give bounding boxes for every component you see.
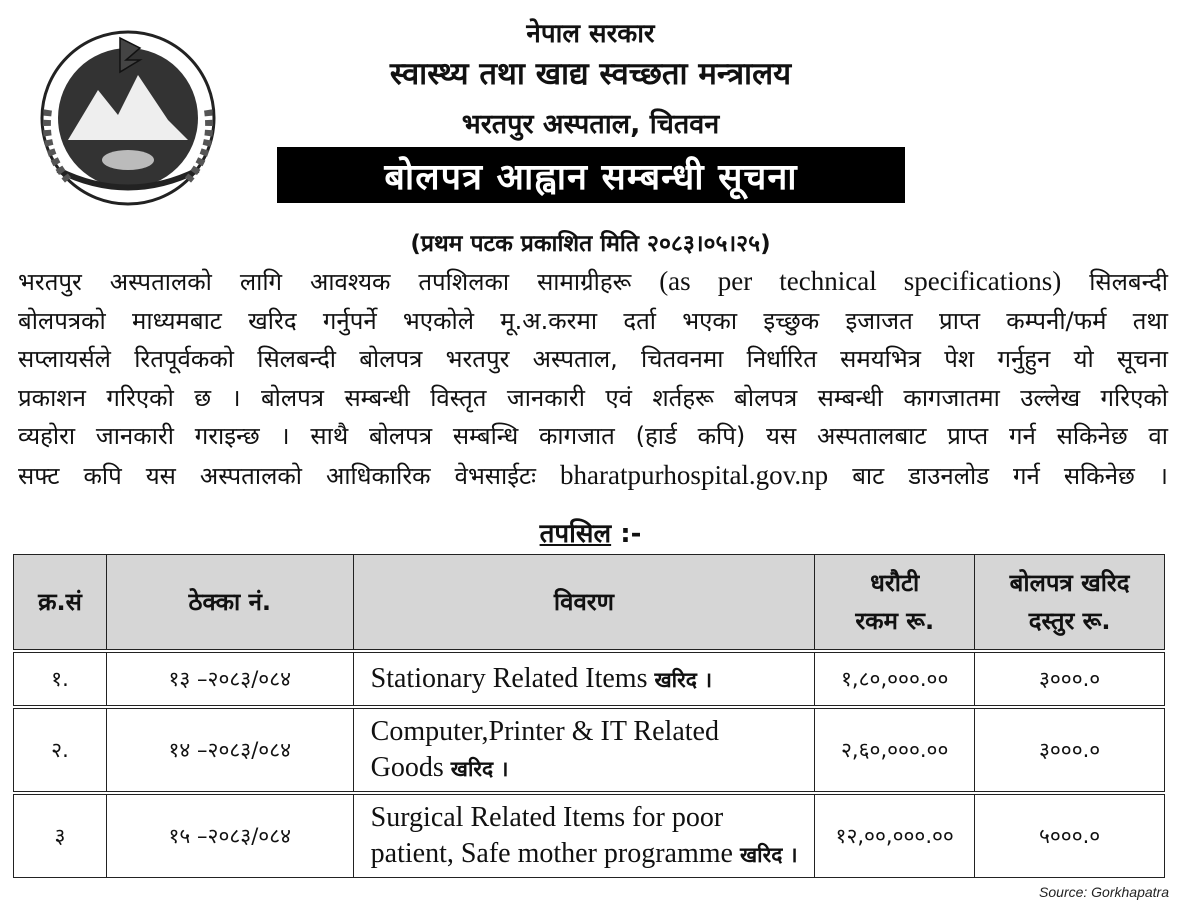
notice-banner: बोलपत्र आह्वान सम्बन्धी सूचना bbox=[277, 147, 905, 203]
body-line: भरतपुर अस्पतालको लागि आवश्यक तपशिलका सामाग्रीहरू (as per technical specifications) सिलबन्दी bbox=[18, 266, 1168, 296]
cell-contract: १३ –२०८३/०८४ bbox=[106, 653, 353, 706]
hospital-title: भरतपुर अस्पताल, चितवन bbox=[461, 109, 720, 140]
schedule-title: तपसिल :- bbox=[539, 519, 642, 549]
body-line: बोलपत्रको माध्यमबाट खरिद गर्नुपर्ने भएकोले मू.अ.करमा दर्ता भएका इच्छुक इजाजत प्राप्त कम्पनी/फर्म तथा bbox=[18, 306, 1168, 335]
body-line: प्रकाशन गरिएको छ । बोलपत्र सम्बन्धी विस्तृत जानकारी एवं शर्तहरू बोलपत्र सम्बन्धी कागजातमा उल्लेख गरिएको bbox=[18, 383, 1168, 412]
cell-sn: ३ bbox=[14, 795, 107, 878]
cell-fee: ३०००.० bbox=[975, 709, 1165, 792]
cell-deposit: १२,००,०००.०० bbox=[815, 795, 975, 878]
government-title: नेपाल सरकार bbox=[526, 19, 655, 49]
body-line: सफ्ट कपि यस अस्पतालको आधिकारिक वेभसाईटः bharatpurhospital.gov.np बाट डाउनलोड गर्न सकिनेछ । bbox=[18, 459, 1168, 490]
header-fee: बोलपत्र खरिद दस्तुर रू. bbox=[975, 555, 1165, 650]
cell-sn: १. bbox=[14, 653, 107, 706]
cell-fee: ३०००.० bbox=[975, 653, 1165, 706]
cell-contract: १५ –२०८३/०८४ bbox=[106, 795, 353, 878]
table-header-row bbox=[14, 555, 1165, 650]
cell-contract: १४ –२०८३/०८४ bbox=[106, 709, 353, 792]
schedule-table bbox=[13, 554, 1165, 878]
body-line: व्यहोरा जानकारी गराइन्छ । साथै बोलपत्र सम्बन्धि कागजात (हार्ड कपि) यस अस्पतालबाट प्राप्त गर्न सकिनेछ वा bbox=[18, 422, 1168, 451]
header-deposit: धरौटी रकम रू. bbox=[815, 555, 975, 650]
cell-fee: ५०००.० bbox=[975, 795, 1165, 878]
cell-deposit: २,६०,०००.०० bbox=[815, 709, 975, 792]
table-row bbox=[14, 709, 1165, 792]
header-description: विवरण bbox=[353, 555, 815, 650]
header-sn: क्र.सं bbox=[14, 555, 107, 650]
table-row bbox=[14, 795, 1165, 878]
cell-sn: २. bbox=[14, 709, 107, 792]
cell-deposit: १,८०,०००.०० bbox=[815, 653, 975, 706]
source-credit: Source: Gorkhapatra bbox=[1039, 884, 1169, 900]
header-contract: ठेक्का नं. bbox=[106, 555, 353, 650]
website-link[interactable]: bharatpurhospital.gov.np bbox=[559, 459, 829, 490]
cell-description: Stationary Related Items खरिद । bbox=[353, 653, 815, 706]
publication-date: (प्रथम पटक प्रकाशित मिति २०८३।०५।२५) bbox=[410, 231, 771, 257]
cell-description: Surgical Related Items for poor patient, Safe mother programme खरिद । bbox=[353, 795, 815, 878]
notice-body bbox=[18, 262, 1168, 496]
table-row bbox=[14, 653, 1165, 706]
body-line: सप्लायर्सले रितपूर्वकको सिलबन्दी बोलपत्र भरतपुर अस्पताल, चितवनमा निर्धारित समयभित्र पेश गर्नुहुन यो सूचना bbox=[18, 345, 1168, 374]
ministry-title: स्वास्थ्य तथा खाद्य स्वच्छता मन्त्रालय bbox=[389, 56, 792, 92]
cell-description: Computer,Printer & IT Related Goods खरिद । bbox=[353, 709, 815, 792]
